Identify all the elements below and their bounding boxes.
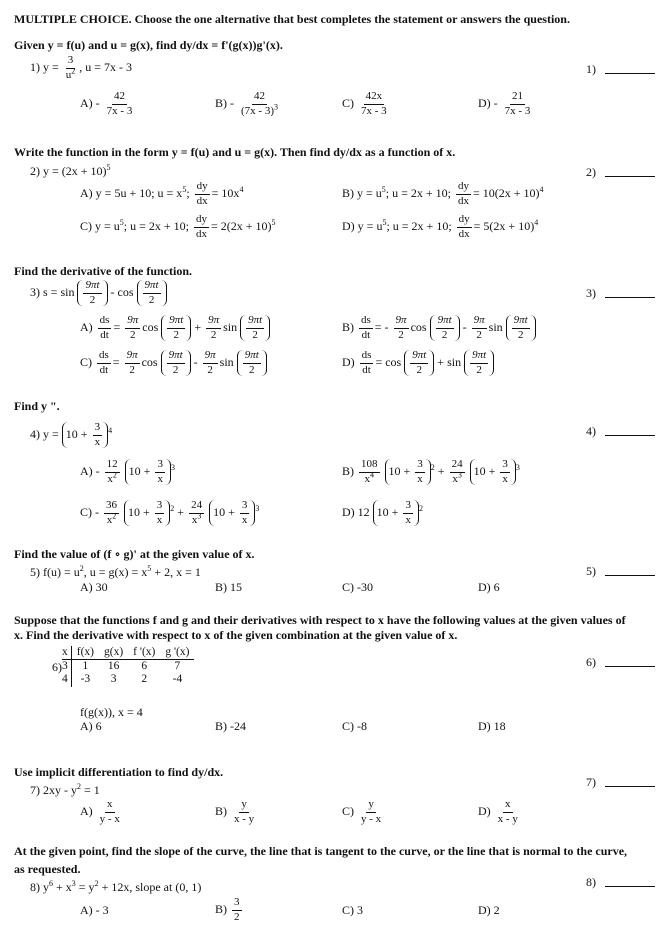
section-5-instruction: Find the value of (f ∘ g)' at the given value of x. — [14, 547, 255, 561]
q2-option-a[interactable]: A) y = 5u + 10; $u = x^5$; $\frac{dy}{dx}$ = $10x^4$ — [80, 180, 244, 207]
answer-number-7: 7) — [586, 775, 596, 789]
table-header-cell: f(x) — [71, 646, 99, 660]
function-values-table — [62, 646, 194, 687]
answer-blank-7[interactable] — [605, 786, 655, 787]
section-1-instruction: Given y = f(u) and u = g(x), find dy/dx = f'(g(x))g'(x). — [14, 38, 283, 52]
q4-option-d[interactable]: D) 12 10 + $\frac{3}{x}$ $^2$ — [342, 499, 423, 526]
q6-option-c[interactable]: C) -8 — [342, 719, 367, 733]
section-6-instruction-line1: Suppose that the functions f and g and their derivatives with respect to x have the following values at the given values of — [14, 613, 626, 627]
answer-number-8: 8) — [586, 875, 596, 889]
q4-option-b[interactable]: B) $\frac{108}{x^4}$ 10 + $\frac{3}{x}$ $^2$ + $\frac{24}{x^3}$ 10 + $\frac{3}{x}$ $^3$ — [342, 458, 520, 485]
q5-option-c[interactable]: C) -30 — [342, 580, 373, 594]
q1-option-b[interactable]: B) - $\frac{42}{(7x - 3)^3}$ — [215, 90, 278, 117]
q2-option-d[interactable]: D) $y = u^5$; u = 2x + 10; $\frac{dy}{dx}$ = $5(2x + 10)^4$ — [342, 213, 539, 240]
answer-number-6: 6) — [586, 655, 596, 669]
table-cell: -3 — [80, 673, 91, 686]
answer-blank-6[interactable] — [605, 666, 655, 667]
question-7-stem: 7) $2xy - y^2 = 1$ — [30, 782, 100, 797]
section-7-instruction: Use implicit differentiation to find dy/dx. — [14, 765, 224, 779]
answer-blank-3[interactable] — [605, 297, 655, 298]
question-2-stem: 2) $y = (2x + 10)^5$ — [30, 163, 111, 178]
q8-option-b[interactable]: B) $\frac{3}{2}$ — [215, 896, 240, 923]
section-8-instruction-line2: as requested. — [14, 862, 81, 876]
answer-number-2: 2) — [586, 165, 596, 179]
instructions-header: MULTIPLE CHOICE. Choose the one alternative that best completes the statement or answers the question. — [14, 12, 570, 26]
section-3-instruction: Find the derivative of the function. — [14, 264, 192, 278]
q5-option-a[interactable]: A) 30 — [80, 580, 108, 594]
table-cell: 4 — [62, 673, 71, 686]
section-6-instruction-line2: x. Find the derivative with respect to x of the given combination at the given value of x. — [14, 628, 458, 642]
q5-option-d[interactable]: D) 6 — [478, 580, 500, 594]
question-3-stem: 3) s = sin $\frac{9\pi t}{2}$ - cos $\frac{9\pi t}{2}$ — [30, 280, 167, 306]
section-2-instruction: Write the function in the form y = f(u) and u = g(x). Then find dy/dx as a function of x. — [14, 145, 456, 159]
answer-blank-4[interactable] — [605, 435, 655, 436]
table-cell: 16 — [107, 660, 120, 673]
section-8-instruction-line1: At the given point, find the slope of the curve, the line that is tangent to the curve, or the line that is normal to the curve, — [14, 844, 628, 858]
answer-blank-8[interactable] — [605, 886, 655, 887]
table-cell: 3 — [62, 660, 71, 674]
q6-option-d[interactable]: D) 18 — [478, 719, 506, 733]
question-6-label: 6) — [52, 660, 62, 674]
table-cell: 1 — [82, 660, 89, 673]
q2-option-b[interactable]: B) $y = u^5$; u = 2x + 10; $\frac{dy}{dx}$ = $10(2x + 10)^4$ — [342, 180, 544, 207]
q7-option-c[interactable]: C) $\frac{y}{y - x}$ — [342, 798, 382, 825]
q8-option-c[interactable]: C) 3 — [342, 903, 363, 917]
q1-option-c[interactable]: C) $\frac{42x}{7x - 3}$ — [342, 90, 387, 117]
answer-number-1: 1) — [586, 62, 596, 76]
answer-blank-5[interactable] — [605, 575, 655, 576]
section-4-instruction: Find y ". — [14, 399, 60, 413]
question-5-stem: 5) $f(u) = u^2$, $u = g(x) = x^5 + 2$, x = 1 — [30, 564, 201, 579]
table-header-cell: x — [62, 646, 71, 660]
answer-blank-1[interactable] — [605, 73, 655, 74]
q2-option-c[interactable]: C) $y = u^5$; u = 2x + 10; $\frac{dy}{dx}$ = $2(2x + 10)^5$ — [80, 213, 276, 240]
question-8-stem: 8) $y^6 + x^3 = y^2 + 12x$, slope at (0, 1) — [30, 879, 202, 894]
q6-option-b[interactable]: B) -24 — [215, 719, 246, 733]
table-cell: 3 — [110, 673, 117, 686]
question-6-given: f(g(x)), x = 4 — [80, 705, 143, 719]
q8-option-a[interactable]: A) - 3 — [80, 903, 109, 917]
q4-option-a[interactable]: A) - $\frac{12}{x^2}$ 10 + $\frac{3}{x}$ $^3$ — [80, 458, 175, 485]
q3-option-d[interactable]: D) $\frac{ds}{dt}$ = cos $\frac{9\pi t}{2}$ + sin $\frac{9\pi t}{2}$ — [342, 350, 494, 376]
table-header-cell: g(x) — [99, 646, 128, 660]
table-row — [62, 660, 194, 674]
q6-option-a[interactable]: A) 6 — [80, 719, 102, 733]
answer-number-4: 4) — [586, 424, 596, 438]
q3-option-c[interactable]: C) $\frac{ds}{dt}$ = $\frac{9\pi}{2}$ cos $\frac{9\pi t}{2}$ - $\frac{9\pi}{2}$ sin $\frac{9\pi t}{2}$ — [80, 350, 267, 376]
q7-option-b[interactable]: B) $\frac{y}{x - y}$ — [215, 798, 255, 825]
table-header-row — [62, 646, 194, 660]
table-cell: -4 — [172, 673, 183, 686]
q7-option-d[interactable]: D) $\frac{x}{x - y}$ — [478, 798, 518, 825]
table-header-cell: f '(x) — [128, 646, 160, 660]
question-4-stem: 4) y = 10 + $\frac{3}{x}$ $^4$ — [30, 421, 113, 448]
table-header-cell: g '(x) — [160, 646, 194, 660]
table-cell: 7 — [174, 660, 181, 673]
q4-option-c[interactable]: C) - $\frac{36}{x^2}$ 10 + $\frac{3}{x}$ $^2$ + $\frac{24}{x^3}$ 10 + $\frac{3}{x}$ $^3$ — [80, 499, 260, 526]
answer-number-3: 3) — [586, 286, 596, 300]
answer-blank-2[interactable] — [605, 176, 655, 177]
question-1-stem: 1) y = $\frac{3}{u^2}$ , u = 7x - 3 — [30, 54, 133, 81]
table-cell: 6 — [141, 660, 148, 673]
table-cell: 2 — [141, 673, 148, 686]
q3-option-a[interactable]: A) $\frac{ds}{dt}$ = $\frac{9\pi}{2}$ cos $\frac{9\pi t}{2}$ + $\frac{9\pi}{2}$ sin $\frac{9\pi t}{2}$ — [80, 315, 270, 341]
q8-option-d[interactable]: D) 2 — [478, 903, 500, 917]
q1-option-d[interactable]: D) - $\frac{21}{7x - 3}$ — [478, 90, 531, 117]
q1-option-a[interactable]: A) - $\frac{42}{7x - 3}$ — [80, 90, 133, 117]
q5-option-b[interactable]: B) 15 — [215, 580, 242, 594]
table-row — [62, 673, 194, 686]
q7-option-a[interactable]: A) $\frac{x}{y - x}$ — [80, 798, 120, 825]
answer-number-5: 5) — [586, 564, 596, 578]
q3-option-b[interactable]: B) $\frac{ds}{dt}$ = - $\frac{9\pi}{2}$ cos $\frac{9\pi t}{2}$ - $\frac{9\pi}{2}$ sin $\frac{9\pi t}{2}$ — [342, 315, 536, 341]
